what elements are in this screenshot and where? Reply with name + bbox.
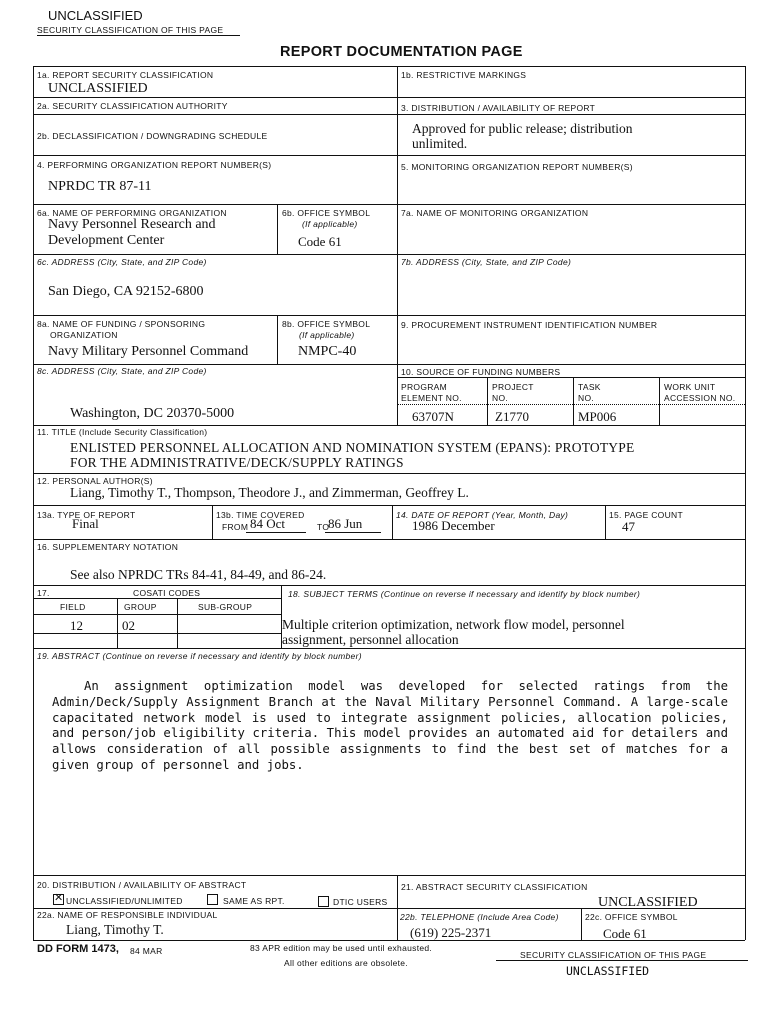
row-line <box>33 648 745 649</box>
f22c-label: 22c. OFFICE SYMBOL <box>585 912 678 922</box>
col-line <box>392 505 393 539</box>
f22a-label: 22a. NAME OF RESPONSIBLE INDIVIDUAL <box>37 910 218 920</box>
f6b-sub: (If applicable) <box>302 219 358 229</box>
f3-label: 3. DISTRIBUTION / AVAILABILITY OF REPORT <box>401 103 596 113</box>
f13b-from: 84 Oct <box>250 516 286 531</box>
row-line <box>397 404 745 405</box>
f10-task-h1: TASK <box>578 382 601 392</box>
top-security-underline <box>37 35 240 36</box>
f8a-value: Navy Military Personnel Command <box>48 344 249 359</box>
row-line <box>33 155 745 156</box>
f13b-from-label: FROM <box>222 522 249 532</box>
row-line <box>33 364 745 365</box>
footer-form: DD FORM 1473, <box>37 943 119 955</box>
f10-task: MP006 <box>578 409 617 424</box>
f19-label: 19. ABSTRACT (Continue on reverse if necessary and identify by block number) <box>37 651 362 661</box>
f1b-label: 1b. RESTRICTIVE MARKINGS <box>401 70 527 80</box>
f4-label: 4. PERFORMING ORGANIZATION REPORT NUMBER(S) <box>37 160 272 170</box>
col-line <box>277 315 278 364</box>
col-line <box>487 377 488 425</box>
row-line <box>33 614 281 615</box>
footer-security: SECURITY CLASSIFICATION OF THIS PAGE <box>520 950 707 960</box>
top-security-line: SECURITY CLASSIFICATION OF THIS PAGE <box>37 25 224 35</box>
frame-left <box>33 66 34 940</box>
col-line <box>581 908 582 940</box>
f8c-label: 8c. ADDRESS (City, State, and ZIP Code) <box>37 366 207 376</box>
col-line <box>177 598 178 648</box>
col-line <box>212 505 213 539</box>
f10-task-h2: NO. <box>578 393 595 403</box>
f4-value: NPRDC TR 87-11 <box>48 179 152 194</box>
f10-project-h1: PROJECT <box>492 382 534 392</box>
form-title: REPORT DOCUMENTATION PAGE <box>280 44 523 60</box>
f20-opt3-checkbox[interactable] <box>318 896 329 907</box>
f8c-value: Washington, DC 20370-5000 <box>70 406 235 421</box>
f20-opt1-label: UNCLASSIFIED/UNLIMITED <box>66 896 183 906</box>
f10-program-h1: PROGRAM <box>401 382 448 392</box>
row-line <box>33 908 745 909</box>
row-line <box>33 97 745 98</box>
row-line <box>33 875 745 876</box>
f6a-line2: Development Center <box>48 233 165 248</box>
f21-value: UNCLASSIFIED <box>598 895 698 910</box>
f13b-label: 13b. TIME COVERED <box>216 510 305 520</box>
f10-label: 10. SOURCE OF FUNDING NUMBERS <box>401 367 561 377</box>
f21-label: 21. ABSTRACT SECURITY CLASSIFICATION <box>401 882 588 892</box>
f1a-label: 1a. REPORT SECURITY CLASSIFICATION <box>37 70 214 80</box>
check-mark-icon: ✕ <box>54 892 64 904</box>
col-line <box>573 377 574 425</box>
frame-right <box>745 66 746 940</box>
underline <box>325 532 381 533</box>
f20-label: 20. DISTRIBUTION / AVAILABILITY OF ABSTRACT <box>37 880 247 890</box>
f10-project-h2: NO. <box>492 393 509 403</box>
col-line <box>659 377 660 425</box>
f13a-value: Final <box>72 516 99 531</box>
f17-field: 12 <box>70 618 83 633</box>
row-line <box>33 539 745 540</box>
f2b-label: 2b. DECLASSIFICATION / DOWNGRADING SCHEDULE <box>37 131 268 141</box>
f17-group: 02 <box>122 618 135 633</box>
f12-value: Liang, Timothy T., Thompson, Theodore J., and Zimmerman, Geoffrey L. <box>70 485 469 500</box>
f16-label: 16. SUPPLEMENTARY NOTATION <box>37 542 179 552</box>
f10-work-h1: WORK UNIT <box>664 382 716 392</box>
f13b-to: 86 Jun <box>328 516 363 531</box>
f10-program-h2: ELEMENT NO. <box>401 393 462 403</box>
row-line <box>33 425 745 426</box>
f22c-value: Code 61 <box>603 926 647 941</box>
f22b-label: 22b. TELEPHONE (Include Area Code) <box>400 912 559 922</box>
f20-opt3-label: DTIC USERS <box>333 897 388 907</box>
f17-label: 17. <box>37 588 50 598</box>
footer-note1: 83 APR edition may be used until exhausted. <box>250 943 433 953</box>
f10-project: Z1770 <box>495 409 529 424</box>
underline <box>246 532 306 533</box>
f17-subgroup-h: SUB-GROUP <box>198 602 253 612</box>
row-line <box>33 315 745 316</box>
f22b-value: (619) 225-2371 <box>410 925 492 940</box>
f3-line2: unlimited. <box>412 136 468 151</box>
center-divider <box>397 66 398 425</box>
f13a-label: 13a. TYPE OF REPORT <box>37 510 136 520</box>
f8a-label2: ORGANIZATION <box>50 330 118 340</box>
row-line <box>397 114 745 115</box>
f18-line2: assignment, personnel allocation <box>282 632 459 647</box>
f6a-line1: Navy Personnel Research and <box>48 217 216 232</box>
f6b-label: 6b. OFFICE SYMBOL <box>282 208 371 218</box>
col-line <box>605 505 606 539</box>
f12-label: 12. PERSONAL AUTHOR(S) <box>37 476 153 486</box>
f20-opt2-checkbox[interactable] <box>207 894 218 905</box>
top-classification: UNCLASSIFIED <box>48 8 143 23</box>
f9-label: 9. PROCUREMENT INSTRUMENT IDENTIFICATION NUMBER <box>401 320 658 330</box>
f22a-value: Liang, Timothy T. <box>66 922 164 937</box>
f8b-label: 8b. OFFICE SYMBOL <box>282 319 371 329</box>
f16-value: See also NPRDC TRs 84-41, 84-49, and 86-24. <box>70 567 327 582</box>
f14-value: 1986 December <box>412 518 495 533</box>
f11-label: 11. TITLE (Include Security Classification) <box>37 427 208 437</box>
f7b-label: 7b. ADDRESS (City, State, and ZIP Code) <box>401 257 572 267</box>
f11-line2: FOR THE ADMINISTRATIVE/DECK/SUPPLY RATINGS <box>70 455 404 470</box>
row-line <box>33 114 397 115</box>
f5-label: 5. MONITORING ORGANIZATION REPORT NUMBER(S) <box>401 162 633 172</box>
f15-value: 47 <box>622 519 635 534</box>
f8b-sub: (If applicable) <box>299 330 355 340</box>
f11-line1: ENLISTED PERSONNEL ALLOCATION AND NOMINATION SYSTEM (EPANS): PROTOTYPE <box>70 440 635 455</box>
f18-line1: Multiple criterion optimization, network flow model, personnel <box>282 617 625 632</box>
footer-note2: All other editions are obsolete. <box>284 958 408 968</box>
f10-program: 63707N <box>412 409 454 424</box>
f10-work-h2: ACCESSION NO. <box>664 393 736 403</box>
f17-header: COSATI CODES <box>133 588 201 598</box>
f8b-value: NMPC-40 <box>298 344 357 359</box>
footer-form-date: 84 MAR <box>130 946 163 956</box>
f1a-value: UNCLASSIFIED <box>48 81 148 96</box>
f6b-value: Code 61 <box>298 234 342 249</box>
col-line <box>117 598 118 648</box>
f8a-label1: 8a. NAME OF FUNDING / SPONSORING <box>37 319 206 329</box>
f7a-label: 7a. NAME OF MONITORING ORGANIZATION <box>401 208 589 218</box>
f18-label: 18. SUBJECT TERMS (Continue on reverse if necessary and identify by block number) <box>288 589 641 599</box>
f20-opt1-checkbox[interactable] <box>53 894 64 905</box>
f3-line1: Approved for public release; distribution <box>412 121 633 136</box>
row-line <box>397 377 745 378</box>
row-line <box>33 598 281 599</box>
frame-top <box>33 66 745 67</box>
row-line <box>33 204 745 205</box>
f6c-label: 6c. ADDRESS (City, State, and ZIP Code) <box>37 257 207 267</box>
col-line <box>277 204 278 254</box>
f15-label: 15. PAGE COUNT <box>609 510 683 520</box>
row-line <box>33 633 281 634</box>
row-line <box>33 473 745 474</box>
f13b-to-label: TO <box>317 522 330 532</box>
f14-label: 14. DATE OF REPORT (Year, Month, Day) <box>396 510 569 520</box>
f20-opt2-label: SAME AS RPT. <box>223 896 285 906</box>
f17-field-h: FIELD <box>60 602 86 612</box>
footer-classification: UNCLASSIFIED <box>566 964 650 978</box>
footer-underline <box>496 960 748 961</box>
f2a-label: 2a. SECURITY CLASSIFICATION AUTHORITY <box>37 101 228 111</box>
f6c-value: San Diego, CA 92152-6800 <box>48 284 204 299</box>
f6a-label: 6a. NAME OF PERFORMING ORGANIZATION <box>37 208 227 218</box>
row-line <box>33 505 745 506</box>
f19-abstract: An assignment optimization model was developed for selected ratings from the Admin/Deck/Supply Assignment Branch at the Naval Military Personnel Command. A large-scale capacitated network model is used to integrate assignment policies, allocation policies, and person/job eligibility criteria. This model provides an automated aid for detailers and allows consideration of all possible assignments to find the best set of matches for a given group of personnel and jobs. <box>52 679 728 772</box>
f17-group-h: GROUP <box>124 602 157 612</box>
row-line <box>33 254 745 255</box>
row-line <box>33 585 745 586</box>
